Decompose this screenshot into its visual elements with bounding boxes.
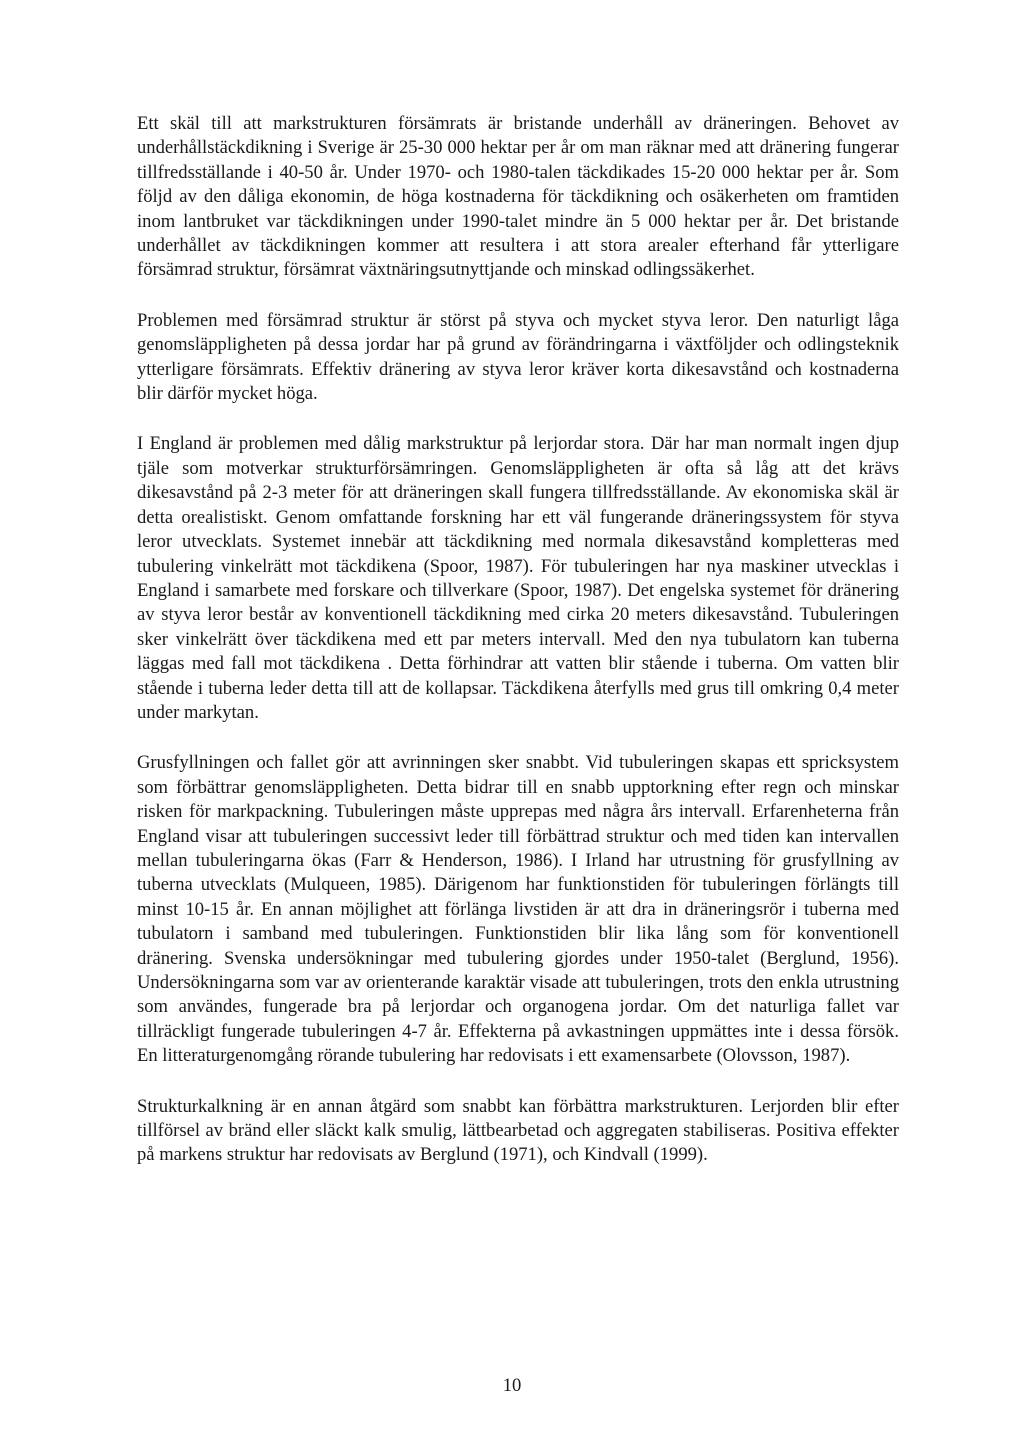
paragraph-drainage-maintenance: Ett skäl till att markstrukturen försämrats är bristande underhåll av dräneringen. Behovet av underhållstäckdikning i Sverige är 25-30 000 hektar per år om man räknar med att dränering fungerar tillfredsställande i 40-50 år. Under 1970- och 1980-talen täckdikades 15-20 000 hektar per år. Som följd av den dåliga ekonomin, de höga kostnaderna för täckdikning och osäkerheten om framtiden inom lantbruket var täckdikningen under 1990-talet mindre än 5 000 hektar per år. Det bristande underhållet av täckdikningen kommer att resultera i att stora arealer efterhand får ytterligare försämrad struktur, försämrat växtnäringsutnyttjande och minskad odlingssäkerhet.: [137, 113, 899, 281]
page-number: 10: [502, 1375, 522, 1396]
paragraph-stiff-clays: Problemen med försämrad struktur är störst på styva och mycket styva leror. Den naturligt låga genomsläppligheten på dessa jordar har på grund av förändringarna i växtföljder och odlingsteknik ytterligare försämrats. Effektiv dränering av styva leror kräver korta dikesavstånd och kostnaderna blir därför mycket höga.: [137, 309, 899, 405]
body-text: [137, 112, 899, 1194]
paragraph-structure-liming: Strukturkalkning är en annan åtgärd som snabbt kan förbättra markstrukturen. Lerjorden blir efter tillförsel av bränd eller släckt kalk smulig, lättbearbetad och aggregaten stabiliseras. Positiva effekter på markens struktur har redovisats av Berglund (1971), och Kindvall (1999).: [137, 1095, 899, 1166]
paragraph-gravel-filling: Grusfyllningen och fallet gör att avrinningen sker snabbt. Vid tubuleringen skapas ett spricksystem som förbättrar genomsläppligheten. Detta bidrar till en snabb upptorkning efter regn och minskar risken för markpackning. Tubuleringen måste upprepas med några års intervall. Erfarenheterna från England visar att tubuleringen successivt leder till förbättrad struktur och med tiden kan intervallen mellan tubuleringarna ökas (Farr & Henderson, 1986). I Irland har utrustning för grusfyllning av tuberna utvecklats (Mulqueen, 1985). Därigenom har funktionstiden för tubuleringen förlängts till minst 10-15 år. En annan möjlighet att förlänga livstiden är att dra in dräneringsrör i tuberna med tubulatorn i samband med tubuleringen. Funktionstiden blir lika lång som för konventionell dränering. Svenska undersökningar med tubulering gjordes under 1950-talet (Berglund, 1956). Undersökningarna som var av orienterande karaktär visade att tubuleringen, trots den enkla utrustning som användes, fungerade bra på lerjordar och organogena jordar. Om det naturliga fallet var tillräckligt fungerade tubuleringen 4-7 år. Effekterna på avkastningen uppmättes inte i dessa försök. En litteraturgenomgång rörande tubulering har redovisats i ett examensarbete (Olovsson, 1987).: [137, 752, 899, 1067]
paragraph-england-drainage: I England är problemen med dålig markstruktur på lerjordar stora. Där har man normalt ingen djup tjäle som motverkar strukturförsämringen. Genomsläppligheten är ofta så låg att det krävs dikesavstånd på 2-3 meter för att dräneringen skall fungera tillfredsställande. Av ekonomiska skäl är detta orealistiskt. Genom omfattande forskning har ett väl fungerande dräneringssystem för styva leror utvecklats. Systemet innebär att täckdikning med normala dikesavstånd kompletteras med tubulering vinkelrätt mot täckdikena (Spoor, 1987). För tubuleringen har nya maskiner utvecklas i England i samarbete med forskare och tillverkare (Spoor, 1987). Det engelska systemet för dränering av styva leror består av konventionell täckdikning med cirka 20 meters dikesavstånd. Tubuleringen sker vinkelrätt över täckdikena med ett par meters intervall. Med den nya tubulatorn kan tuberna läggas med fall mot täckdikena . Detta förhindrar att vatten blir stående i tuberna. Om vatten blir stående i tuberna leder detta till att de kollapsar. Täckdikena återfylls med grus till omkring 0,4 meter under markytan.: [137, 433, 899, 723]
